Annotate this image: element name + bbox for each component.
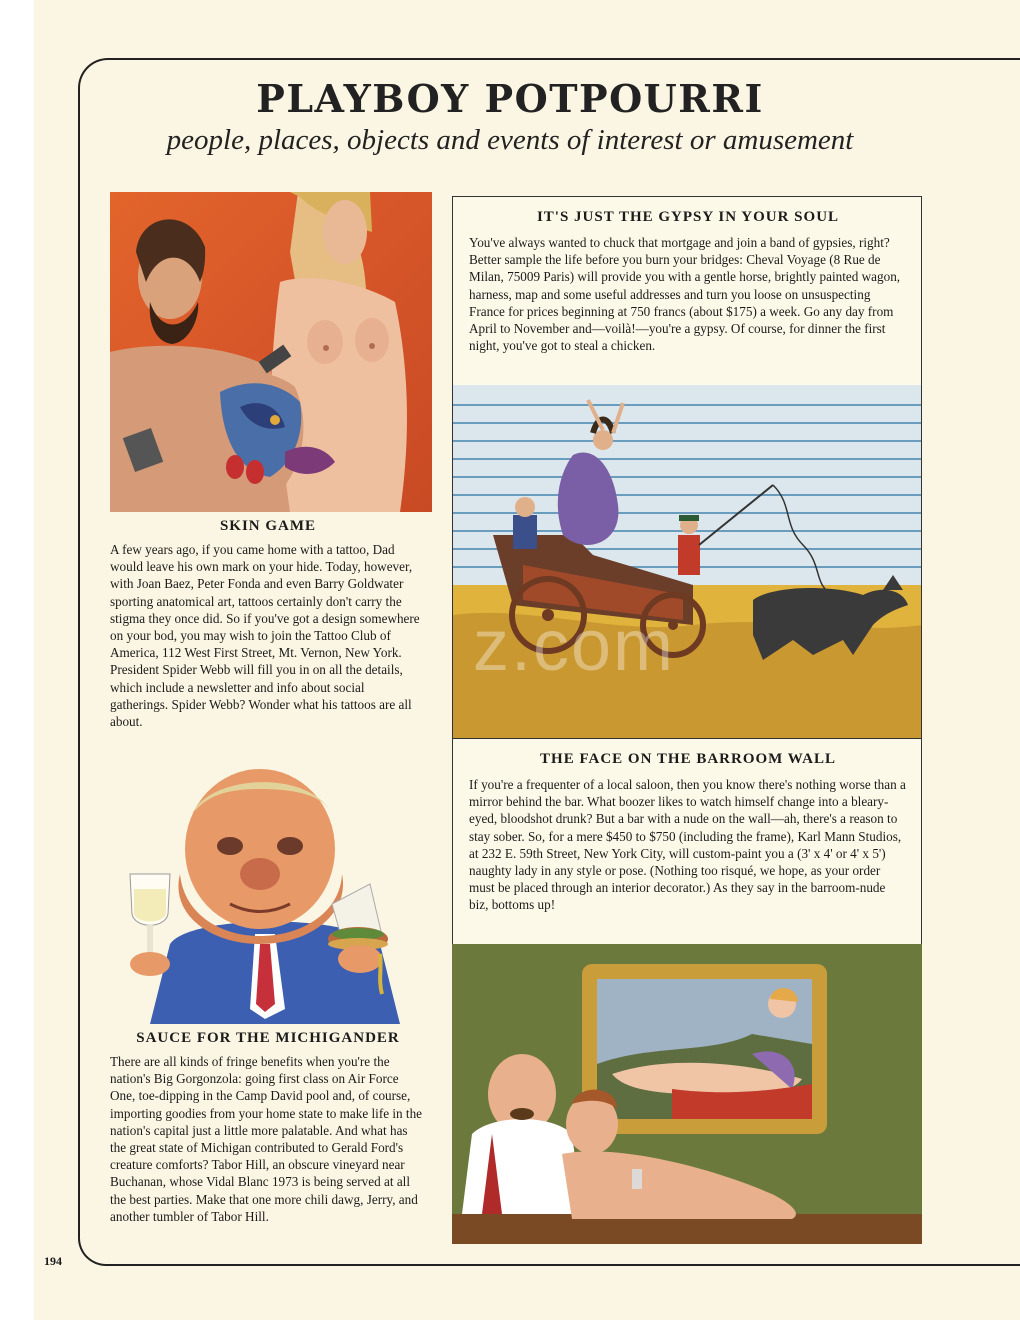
gypsy-wagon-art [453,385,921,745]
ford-caricature [110,764,432,1024]
ford-caricature-art [110,764,432,1024]
gypsy-box [452,196,922,746]
skin-game-body: A few years ago, if you came home with a tattoo, Dad would leave his own mark on your hide. Today, however, with Joan Baez, Peter Fonda and even Barry Goldwater sporting anatomical art, tattoos certainly don't carry the stigma they once did. So if you've got a design somewhere on your bod, you may wish to join the Tattoo Club of America, 112 West First Street, Mt. Vernon, New York. President Spider Webb will fill you in on all the details, which include a newsletter and info about social gatherings. Spider Webb? Wonder what his tattoos are all about. [110,542,420,730]
barroom-box [452,738,922,946]
tattoo-photo-art [110,192,432,512]
gypsy-heading: IT'S JUST THE GYPSY IN YOUR SOUL [536,209,840,225]
barroom-heading: THE FACE ON THE BARROOM WALL [540,751,836,767]
page-margin [0,0,34,1320]
page-subtitle: people, places, objects and events of interest or amusement [166,124,854,156]
skin-game-section [110,518,426,730]
barroom-nude-painting [452,944,922,1244]
tattoo-photo [110,192,432,512]
page-number: 194 [44,1254,62,1268]
page-title: PLAYBOY POTPOURRI [256,76,764,121]
gypsy-body: You've always wanted to chuck that mortgage and join a band of gypsies, right? Better sample the life before you burn your bridges: Cheval Voyage (8 Rue de Milan, 75009 Paris) will provide you with a gentle horse, brightly painted wagon, harness, map and some useful addresses and turn you loose on unsuspecting France for prices beginning at 750 francs (about $175) a week. Go any day from April to November and—voilà!—you're a gypsy. Of course, for dinner the first night, you've got to steal a chicken. [469,235,901,354]
sauce-section [110,1030,426,1225]
gypsy-wagon-illustration [453,385,921,745]
sauce-body: There are all kinds of fringe benefits when you're the nation's Big Gorgonzola: going first class on Air Force One, toe-dipping in the Camp David pool and, of course, importing goodies from your home state to make life in the nation's capital just a little more palatable. And what has the great state of Michigan contributed to Gerald Ford's creature comforts? Tabor Hill, an obscure vineyard near Buchanan, whose Vidal Blanc 1973 is being served at all the best parties. Make that one more chili dawg, Jerry, and another tumbler of Tabor Hill. [110,1054,423,1224]
skin-game-heading: SKIN GAME [219,518,317,534]
watermark-text: z.com [473,606,676,686]
sauce-heading: SAUCE FOR THE MICHIGANDER [136,1030,400,1046]
barroom-body: If you're a frequenter of a local saloon, then you know there's nothing worse than a mirror behind the bar. What boozer likes to watch himself change into a bleary-eyed, bloodshot drunk? But a bar with a nude on the wall—ah, there's a reason to stay sober. So, for a mere $450 to $750 (including the frame), Karl Mann Studios, at 232 E. 59th Street, New York City, will custom-paint you a (3' x 4' or 4' x 5') naughty lady in any style or pose. (Nothing too risqué, we hope, as your order must be placed through an interior decorator.) As they say in the barroom-nude biz, bottoms up! [469,777,906,913]
barroom-nude-art [452,944,922,1244]
